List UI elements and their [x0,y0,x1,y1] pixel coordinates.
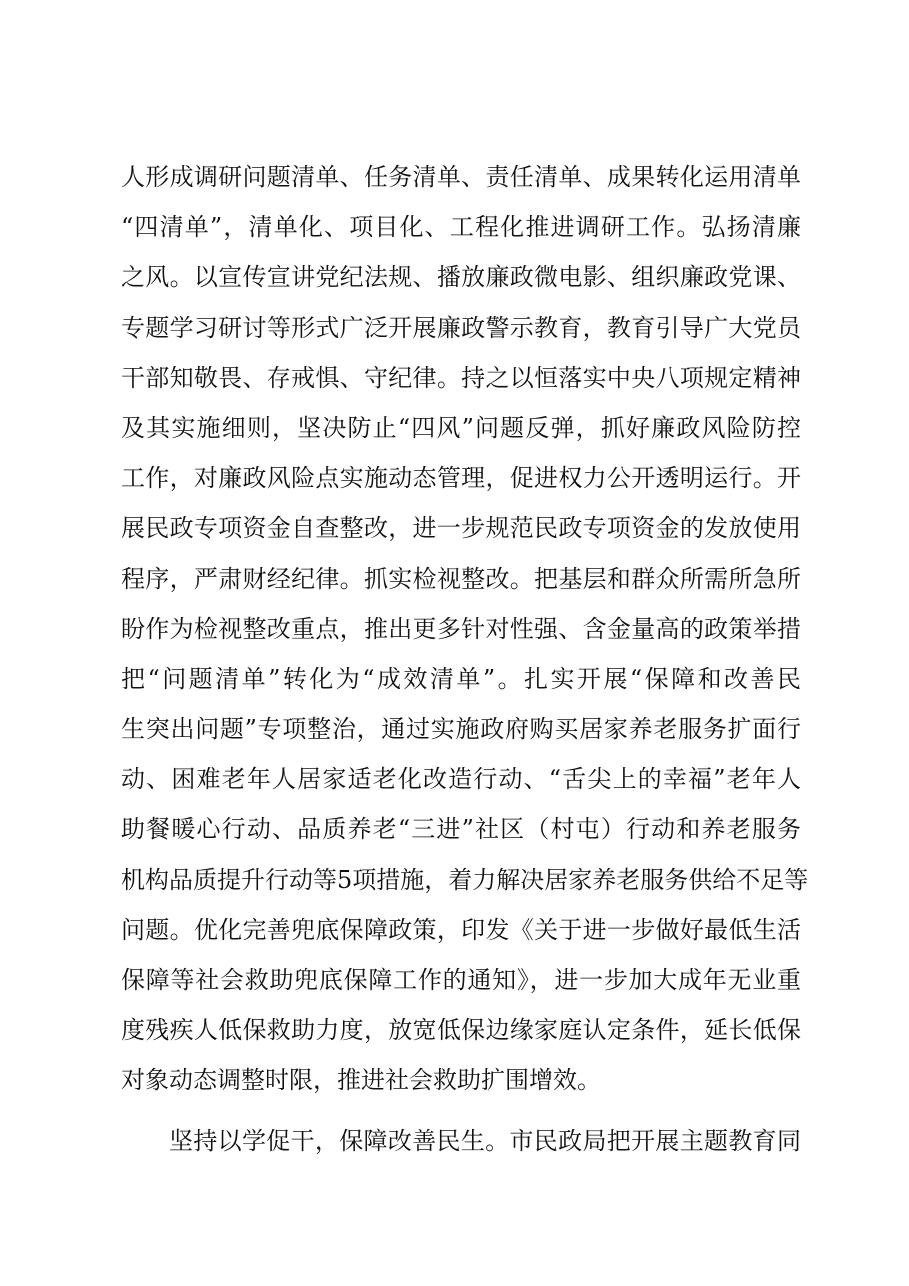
text-line-2: “四清单”，清单化、项目化、工程化推进调研工作。弘扬清廉 [121,213,801,242]
text-line-5: 干部知敬畏、存戒惧、守纪律。持之以恒落实中央八项规定精神 [121,363,801,392]
text-line-12: 生突出问题”专项整治，通过实施政府购买居家养老服务扩面行 [121,715,801,744]
text-line-4: 专题学习研讨等形式广泛开展廉政警示教育，教育引导广大党员 [121,313,801,342]
text-line-15: 机构品质提升行动等5项措施，着力解决居家养老服务供给不足等 [121,865,809,894]
text-line-11: 把“问题清单”转化为“成效清单”。扎实开展“保障和改善民 [121,664,801,693]
text-line-3: 之风。以宣传宣讲党纪法规、播放廉政微电影、组织廉政党课、 [121,263,801,292]
text-line-8: 展民政专项资金自查整改，进一步规范民政专项资金的发放使用 [121,514,801,543]
text-line-19: 对象动态调整时限，推进社会救助扩围增效。 [121,1066,601,1095]
text-line-18: 度残疾人低保救助力度，放宽低保边缘家庭认定条件，延长低保 [121,1016,801,1045]
text-line-1: 人形成调研问题清单、任务清单、责任清单、成果转化运用清单 [121,163,801,191]
body-text [121,152,809,1166]
paragraph-gap [121,1106,801,1116]
text-line-6: 及其实施细则，坚决防止“四风”问题反弹，抓好廉政风险防控 [121,413,801,442]
paragraph-2-first-line: 坚持以学促干，保障改善民生。市民政局把开展主题教育同 [169,1126,801,1155]
text-line-7: 工作，对廉政风险点实施动态管理，促进权力公开透明运行。开 [121,464,801,493]
text-line-9: 程序，严肃财经纪律。抓实检视整改。把基层和群众所需所急所 [121,564,801,593]
text-line-14: 助餐暖心行动、品质养老“三进”社区（村屯）行动和养老服务 [121,815,801,844]
text-line-17: 保障等社会救助兜底保障工作的通知》，进一步加大成年无业重 [121,966,801,994]
text-line-13: 动、困难老年人居家适老化改造行动、“舌尖上的幸福”老年人 [121,765,801,794]
text-line-10: 盼作为检视整改重点，推出更多针对性强、含金量高的政策举措 [121,614,801,643]
text-line-16: 问题。优化完善兜底保障政策，印发《关于进一步做好最低生活 [121,915,801,944]
